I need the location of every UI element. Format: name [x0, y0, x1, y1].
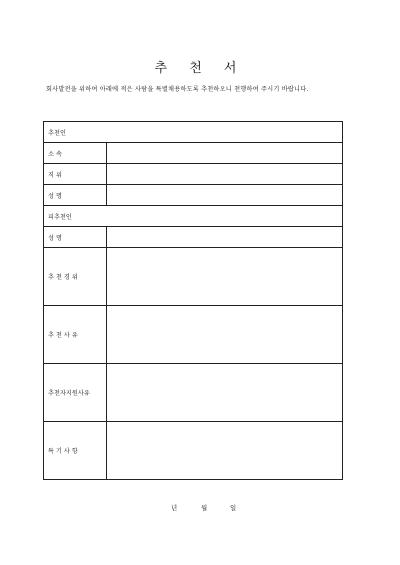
- self-reason-field[interactable]: [107, 364, 343, 422]
- recommendee-name-label: 성 명: [44, 227, 107, 248]
- position-label: 직 위: [44, 164, 107, 185]
- remarks-label: 특 기 사 항: [44, 422, 107, 480]
- career-label: 추 천 경 위: [44, 248, 107, 306]
- recommendation-form: [43, 121, 343, 480]
- recommender-name-field[interactable]: [107, 185, 343, 206]
- year-label: 년: [171, 504, 178, 512]
- reason-field[interactable]: [107, 306, 343, 364]
- recommender-name-label: 성 명: [44, 185, 107, 206]
- self-reason-label: 추천자지원사유: [44, 364, 107, 422]
- intro-text: 회사발전을 위하여 아래에 적은 사람을 특별채용하도록 추천하오니 천행하여 주시기 바랍니다.: [46, 86, 309, 93]
- affiliation-label: 소 속: [44, 143, 107, 164]
- recommender-header: 추천인: [44, 122, 343, 143]
- career-field[interactable]: [107, 248, 343, 306]
- position-field[interactable]: [107, 164, 343, 185]
- month-label: 월: [201, 504, 208, 512]
- reason-label: 추 천 사 유: [44, 306, 107, 364]
- recommendee-header: 피추천인: [44, 206, 343, 227]
- remarks-field[interactable]: [107, 422, 343, 480]
- day-label: 일: [230, 504, 237, 512]
- affiliation-field[interactable]: [107, 143, 343, 164]
- document-title: 추 천 서: [154, 61, 246, 76]
- recommendee-name-field[interactable]: [107, 227, 343, 248]
